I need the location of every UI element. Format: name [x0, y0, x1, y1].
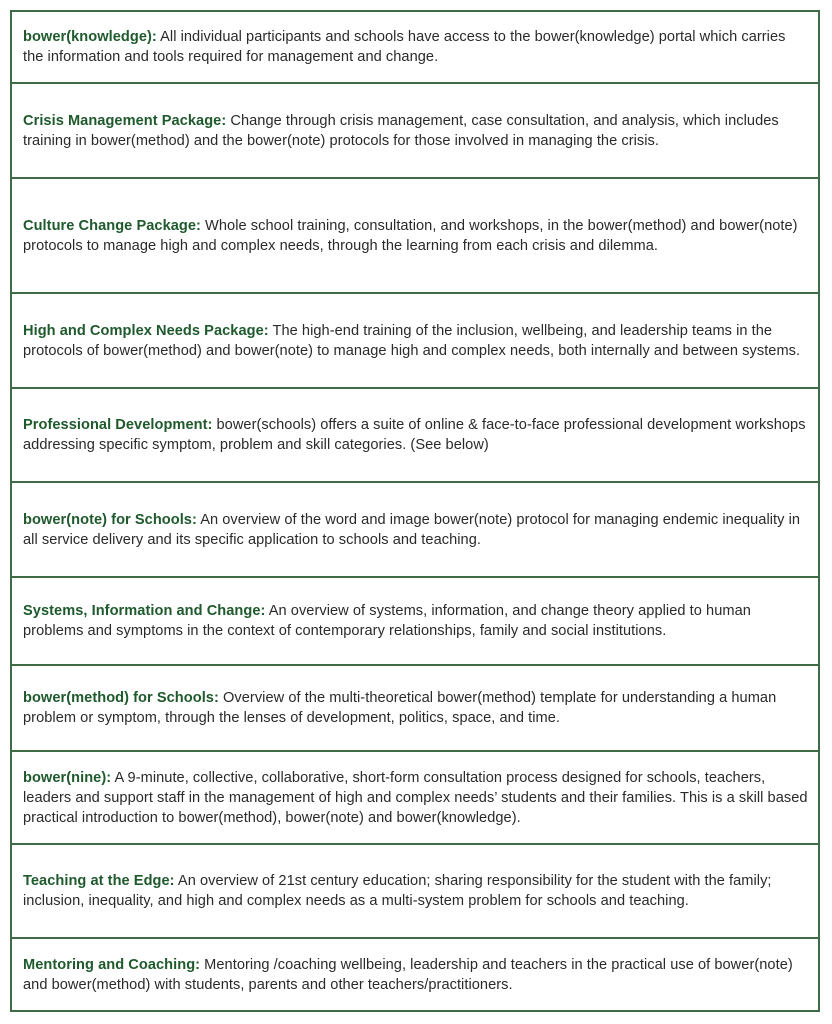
row-title: Culture Change Package:	[23, 217, 201, 234]
row-description	[23, 955, 808, 995]
row-body: Overview of the multi-theoretical bower(method) template for understanding a human problem or symptom, through the lenses of development, politics, space, and time.	[23, 690, 777, 726]
row-title: Teaching at the Edge:	[23, 873, 175, 889]
services-table	[10, 10, 820, 1012]
table-row-professional-development	[12, 389, 818, 483]
table-row-note-for-schools	[12, 483, 818, 578]
row-body: All individual participants and schools have access to the bower(knowledge) portal which carries the information and tools required for management and change.	[23, 29, 786, 65]
row-description	[23, 321, 808, 361]
row-body: An overview of the word and image bower(note) protocol for managing endemic inequality in all service delivery and its specific application to schools and teaching.	[23, 511, 801, 548]
row-title: Systems, Information and Change:	[23, 603, 266, 619]
table-row-nine	[12, 752, 818, 845]
row-title: Crisis Management Package:	[23, 112, 227, 129]
row-description	[23, 510, 808, 550]
table-row-culture-change	[12, 179, 818, 294]
row-body: An overview of 21st century education; sharing responsibility for the student with the family; inclusion, inequality, and high and complex needs as a multi-system problem for schools and teaching.	[23, 873, 772, 909]
row-body: Mentoring /coaching wellbeing, leadership and teachers in the practical use of bower(note) and bower(method) with students, parents and other teachers/practitioners.	[23, 956, 793, 993]
row-body: Change through crisis management, case consultation, and analysis, which includes training in bower(method) and the bower(note) protocols for those involved in managing the crisis.	[23, 112, 779, 149]
row-description	[23, 688, 808, 728]
row-description	[23, 111, 808, 151]
row-description	[23, 27, 808, 67]
row-body: Whole school training, consultation, and workshops, in the bower(method) and bower(note) protocols to manage high and complex needs, through the learning from each crisis and dilemma.	[23, 217, 798, 254]
row-title: Professional Development:	[23, 417, 213, 433]
row-title: bower(knowledge):	[23, 29, 157, 45]
table-row-knowledge	[12, 12, 818, 84]
row-title: bower(note) for Schools:	[23, 511, 197, 528]
row-body: The high-end training of the inclusion, wellbeing, and leadership teams in the protocols of bower(method) and bower(note) to manage high and complex needs, both internally and between systems.	[23, 322, 801, 359]
row-title: Mentoring and Coaching:	[23, 956, 201, 973]
row-description	[23, 768, 808, 828]
table-row-high-complex-needs	[12, 294, 818, 389]
table-row-systems-information-change	[12, 578, 818, 666]
table-row-mentoring-coaching	[12, 939, 818, 1010]
table-row-crisis-management	[12, 84, 818, 179]
row-title: High and Complex Needs Package:	[23, 322, 269, 339]
row-description	[23, 216, 808, 256]
row-description	[23, 871, 808, 911]
row-title: bower(nine):	[23, 769, 112, 786]
row-body: An overview of systems, information, and change theory applied to human problems and symptoms in the context of contemporary relationships, family and social institutions.	[23, 603, 751, 639]
row-title: bower(method) for Schools:	[23, 690, 219, 706]
row-body: bower(schools) offers a suite of online & face-to-face professional development workshops addressing specific symptom, problem and skill categories. (See below)	[23, 417, 806, 453]
row-body: A 9-minute, collective, collaborative, short-form consultation process designed for schools, teachers, leaders and support staff in the management of high and complex needs’ students and their families. This is a skill based practical introduction to bower(method), bower(note) and bower(knowledge).	[23, 769, 808, 826]
table-row-teaching-at-the-edge	[12, 845, 818, 939]
row-description	[23, 601, 808, 641]
row-description	[23, 415, 808, 455]
table-row-method-for-schools	[12, 666, 818, 752]
